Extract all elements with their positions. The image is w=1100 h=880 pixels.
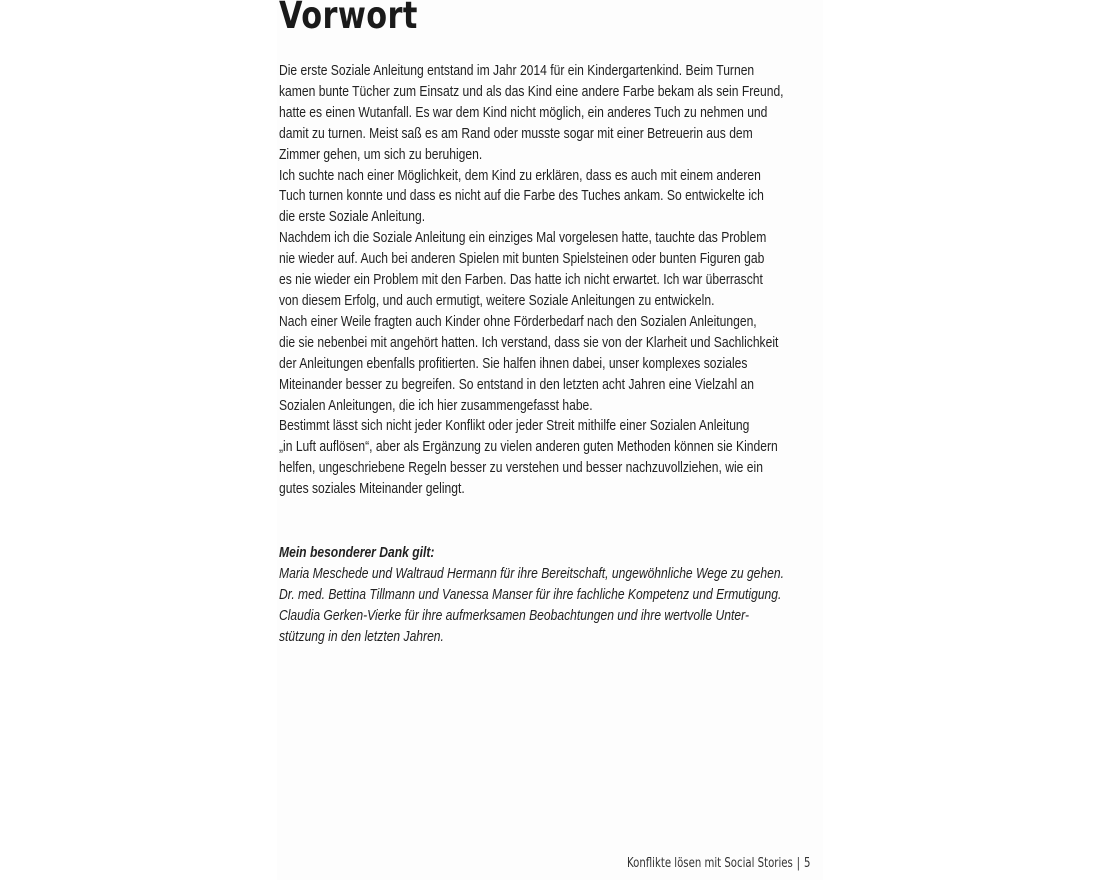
page-footer — [627, 856, 810, 871]
page-title: Vorwort — [279, 0, 418, 37]
text-line: Nach einer Weile fragten auch Kinder ohne Förderbedarf nach den Sozialen Anleitungen, — [279, 313, 757, 330]
text-line: damit zu turnen. Meist saß es am Rand oder musste sogar mit einer Betreuerin aus dem — [279, 125, 753, 142]
text-line: die erste Soziale Anleitung. — [279, 209, 426, 226]
text-line: Sozialen Anleitungen, die ich hier zusammengefasst habe. — [279, 397, 593, 414]
acknowledgement-line: Dr. med. Bettina Tillmann und Vanessa Manser für ihre fachliche Kompetenz und Ermutigung. — [279, 586, 782, 603]
acknowledgements-heading: Mein besonderer Dank gilt: — [279, 545, 435, 561]
acknowledgement-line: Maria Meschede und Waltraud Hermann für ihre Bereitschaft, ungewöhnliche Wege zu gehen. — [279, 565, 784, 582]
footer-separator: | — [796, 856, 801, 871]
acknowledgement-line: stützung in den letzten Jahren. — [279, 628, 444, 645]
acknowledgement-line: Claudia Gerken-Vierke für ihre aufmerksamen Beobachtungen und ihre wertvolle Unter- — [279, 607, 749, 624]
text-line: die sie nebenbei mit angehört hatten. Ich verstand, dass sie von der Klarheit und Sachlichkeit — [279, 334, 779, 351]
text-line: gutes soziales Miteinander gelingt. — [279, 481, 465, 498]
text-line: Zimmer gehen, um sich zu beruhigen. — [279, 146, 483, 163]
text-line: Miteinander besser zu begreifen. So entstand in den letzten acht Jahren eine Vielzahl an — [279, 376, 754, 393]
text-line: kamen bunte Tücher zum Einsatz und als das Kind eine andere Farbe bekam als sein Freund, — [279, 83, 784, 100]
foreword-text — [279, 61, 813, 500]
footer-book-title: Konflikte lösen mit Social Stories — [627, 856, 793, 871]
acknowledgements — [279, 543, 813, 648]
text-line: Die erste Soziale Anleitung entstand im Jahr 2014 für ein Kindergartenkind. Beim Turnen — [279, 63, 755, 79]
text-line: „in Luft auflösen“, aber als Ergänzung zu vielen anderen guten Methoden können sie Kindern — [279, 439, 778, 456]
text-line: es nie wieder ein Problem mit den Farben. Das hatte ich nicht erwartet. Ich war überrascht — [279, 272, 763, 289]
text-line: der Anleitungen ebenfalls profitierten. Sie halfen ihnen dabei, unser komplexes soziales — [279, 355, 748, 372]
text-line: hatte es einen Wutanfall. Es war dem Kind nicht möglich, ein anderes Tuch zu nehmen und — [279, 104, 768, 121]
page-number: 5 — [804, 856, 811, 871]
text-line: Ich suchte nach einer Möglichkeit, dem Kind zu erklären, dass es auch mit einem anderen — [279, 167, 761, 184]
text-line: Tuch turnen konnte und dass es nicht auf die Farbe des Tuches ankam. So entwickelte ich — [279, 188, 764, 205]
text-line: helfen, ungeschriebene Regeln besser zu verstehen und besser nachzuvollziehen, wie ein — [279, 460, 763, 477]
text-line: Bestimmt lässt sich nicht jeder Konflikt oder jeder Streit mithilfe einer Sozialen Anleitung — [279, 418, 750, 435]
text-line: nie wieder auf. Auch bei anderen Spielen mit bunten Spielsteinen oder bunten Figuren gab — [279, 251, 765, 268]
text-line: von diesem Erfolg, und auch ermutigt, weitere Soziale Anleitungen zu entwickeln. — [279, 292, 715, 309]
text-line: Nachdem ich die Soziale Anleitung ein einziges Mal vorgelesen hatte, tauchte das Problem — [279, 230, 767, 247]
